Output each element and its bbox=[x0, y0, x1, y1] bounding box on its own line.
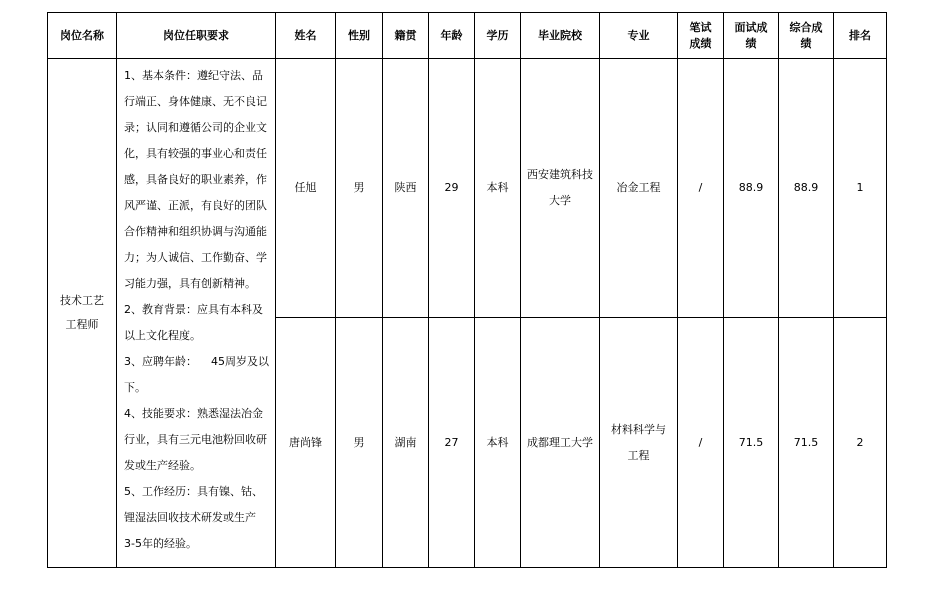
cell-school bbox=[521, 59, 600, 318]
header-written-score bbox=[678, 13, 724, 59]
cell-education: 本科 bbox=[475, 59, 521, 318]
header-overall-line2: 绩 bbox=[800, 36, 812, 50]
cell-education: 本科 bbox=[475, 318, 521, 568]
requirement-line: 下。 bbox=[124, 381, 146, 394]
cell-rank: 1 bbox=[834, 59, 887, 318]
cell-major bbox=[600, 318, 678, 568]
cell-name: 任旭 bbox=[276, 59, 336, 318]
header-position: 岗位名称 bbox=[48, 13, 117, 59]
header-gender: 性别 bbox=[336, 13, 383, 59]
cell-age: 29 bbox=[429, 59, 475, 318]
requirement-line: 3、应聘年龄： 45周岁及以 bbox=[124, 355, 269, 368]
cell-written-score: / bbox=[678, 318, 724, 568]
results-table bbox=[47, 12, 887, 568]
table-row bbox=[48, 59, 887, 318]
major-line1: 材料科学与 bbox=[611, 422, 666, 436]
position-line1: 技术工艺 bbox=[60, 294, 104, 307]
header-overall-line1: 综合成 bbox=[789, 20, 823, 34]
cell-age: 27 bbox=[429, 318, 475, 568]
header-rank: 排名 bbox=[834, 13, 887, 59]
cell-native-place: 湖南 bbox=[383, 318, 429, 568]
header-written-line2: 成绩 bbox=[689, 36, 712, 50]
requirement-line: 5、工作经历：具有镍、钴、 bbox=[124, 485, 263, 498]
cell-native-place: 陕西 bbox=[383, 59, 429, 318]
cell-overall-score: 88.9 bbox=[779, 59, 834, 318]
school-line1: 西安建筑科技 bbox=[527, 168, 593, 181]
cell-gender: 男 bbox=[336, 318, 383, 568]
requirement-line: 以上文化程度。 bbox=[124, 329, 201, 342]
requirement-line: 化，具有较强的事业心和责任 bbox=[124, 147, 267, 160]
requirement-line: 行端正、身体健康、无不良记 bbox=[124, 95, 267, 108]
requirement-line: 力；为人诚信、工作勤奋、学 bbox=[124, 251, 267, 264]
requirement-line: 习能力强，具有创新精神。 bbox=[124, 277, 256, 290]
requirement-line: 感，具备良好的职业素养，作 bbox=[124, 173, 267, 186]
cell-overall-score: 71.5 bbox=[779, 318, 834, 568]
requirement-line: 风严谨、正派，有良好的团队 bbox=[124, 199, 267, 212]
position-cell bbox=[48, 59, 117, 568]
requirement-line: 3-5年的经验。 bbox=[124, 537, 197, 550]
cell-name: 唐尚锋 bbox=[276, 318, 336, 568]
header-interview-score bbox=[724, 13, 779, 59]
requirement-line: 行业，具有三元电池粉回收研 bbox=[124, 433, 267, 446]
requirements-cell bbox=[117, 59, 276, 568]
requirement-line: 1、基本条件：遵纪守法、品 bbox=[124, 69, 263, 82]
major-line2: 工程 bbox=[627, 448, 650, 462]
cell-interview-score: 88.9 bbox=[724, 59, 779, 318]
requirement-line: 4、技能要求：熟悉湿法冶金 bbox=[124, 407, 263, 420]
requirement-line: 合作精神和组织协调与沟通能 bbox=[124, 225, 267, 238]
cell-written-score: / bbox=[678, 59, 724, 318]
header-row bbox=[48, 13, 887, 59]
cell-school: 成都理工大学 bbox=[521, 318, 600, 568]
position-line2: 工程师 bbox=[65, 318, 99, 331]
cell-gender: 男 bbox=[336, 59, 383, 318]
school-line2: 大学 bbox=[549, 194, 571, 207]
cell-interview-score: 71.5 bbox=[724, 318, 779, 568]
header-age: 年龄 bbox=[429, 13, 475, 59]
header-interview-line1: 面试成 bbox=[734, 20, 768, 34]
header-interview-line2: 绩 bbox=[745, 36, 757, 50]
requirement-line: 发或生产经验。 bbox=[124, 459, 201, 472]
header-requirements: 岗位任职要求 bbox=[117, 13, 276, 59]
requirement-line: 锂湿法回收技术研发或生产 bbox=[124, 511, 256, 524]
cell-major: 冶金工程 bbox=[600, 59, 678, 318]
cell-rank: 2 bbox=[834, 318, 887, 568]
header-education: 学历 bbox=[475, 13, 521, 59]
requirements-text bbox=[117, 59, 275, 559]
header-overall-score bbox=[779, 13, 834, 59]
requirement-line: 录；认同和遵循公司的企业文 bbox=[124, 121, 267, 134]
header-major: 专业 bbox=[600, 13, 678, 59]
header-written-line1: 笔试 bbox=[689, 20, 712, 34]
header-name: 姓名 bbox=[276, 13, 336, 59]
requirement-line: 2、教育背景：应具有本科及 bbox=[124, 303, 263, 316]
header-school: 毕业院校 bbox=[521, 13, 600, 59]
header-native-place: 籍贯 bbox=[383, 13, 429, 59]
